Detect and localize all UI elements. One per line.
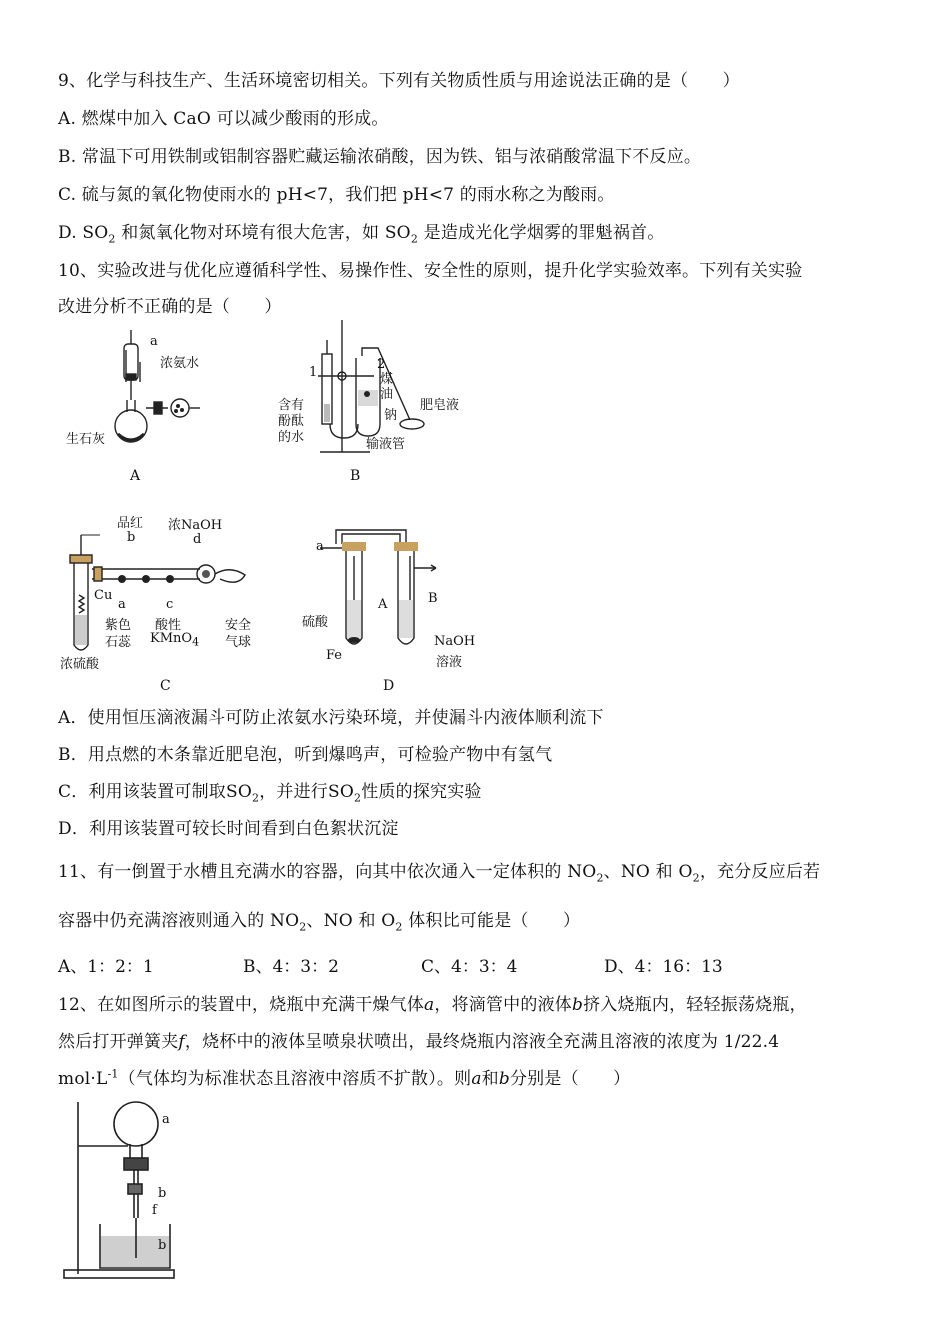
figd-caption: D: [383, 678, 395, 694]
figa-caption: A: [130, 468, 141, 484]
figc-label-kmno1: 酸性: [155, 618, 182, 633]
q12-stem-line3: $mol\cdot L^{-1}$（气体均为标准状态且溶液中溶质不扩散）。则a和b分别是（ ）: [58, 1067, 631, 1089]
figure-q12-fountain-apparatus: [60, 1098, 190, 1284]
q10-stem-line1: 10、实验改进与优化应遵循科学性、易操作性、安全性的原则，提升化学实验效率。下列有关实验: [58, 261, 803, 281]
figd-label-a: a: [316, 539, 324, 554]
figc-label-litmus2: 石蕊: [105, 635, 132, 650]
q12-stem-line2: 然后打开弹簧夹f，烧杯中的液体呈喷泉状喷出，最终烧瓶内溶液全充满且溶液的浓度为 1/22.4: [58, 1032, 780, 1052]
figd-label-tube-b: B: [428, 591, 438, 606]
q10-option-b: B．用点燃的木条靠近肥皂泡，听到爆鸣声，可检验产物中有氢气: [58, 745, 553, 765]
figd-label-naoh2: 溶液: [436, 655, 463, 670]
figb-label-1: 1: [309, 365, 318, 380]
q9-option-b: B. 常温下可用铁制或铝制容器贮藏运输浓硝酸，因为铁、铝与浓硝酸常温下不反应。: [58, 147, 702, 167]
figa-label-a: a: [150, 334, 158, 349]
figc-label-d: d: [193, 532, 202, 547]
figa-label-ammonia: 浓氨水: [160, 356, 200, 371]
q11-option-b: B、4：3：2: [243, 957, 339, 977]
q11-option-d: D、4：16：13: [604, 957, 723, 977]
q11-stem-line2: 容器中仍充满溶液则通入的 $NO_2$、NO 和 $O_2$ 体积比可能是（ ）: [58, 911, 581, 934]
q9-option-a: A. 燃煤中加入 CaO 可以减少酸雨的形成。: [58, 109, 389, 129]
q11-option-a: A、1：2：1: [58, 957, 154, 977]
figc-label-acid: 浓硫酸: [60, 657, 100, 672]
figc-caption: C: [160, 678, 171, 694]
q11-stem-line1: 11、有一倒置于水槽且充满水的容器，向其中依次通入一定体积的 $NO_2$、NO 和 $O_2$，充分反应后若: [58, 862, 821, 885]
figc-label-a: a: [118, 597, 126, 612]
figb-label-water1: 含有: [278, 398, 305, 413]
q9-option-c: C. 硫与氮的氧化物使雨水的 pH<7，我们把 pH<7 的雨水称之为酸雨。: [58, 185, 615, 205]
q10-option-d: D．利用该装置可较长时间看到白色絮状沉淀: [58, 819, 399, 839]
figc-label-pinhong: 品红: [117, 516, 144, 531]
q12fig-label-f: f: [152, 1203, 157, 1218]
q10-option-c: C．利用该装置可制取$SO_2$，并进行$SO_2$性质的探究实验: [58, 782, 482, 805]
figc-label-kmno2: KMnO$_4$: [150, 631, 200, 649]
figc-label-c: c: [166, 597, 174, 612]
q10-stem-line2: 改进分析不正确的是（ ）: [58, 297, 282, 317]
figc-label-balloon2: 气球: [225, 635, 252, 650]
figd-label-fe: Fe: [326, 648, 343, 663]
figb-label-water3: 的水: [278, 430, 305, 445]
q12-stem-line1: 12、在如图所示的装置中，烧瓶中充满干燥气体a，将滴管中的液体b挤入烧瓶内，轻轻振荡烧瓶，: [58, 995, 807, 1015]
figb-caption: B: [350, 468, 361, 484]
q12fig-label-b2: b: [158, 1238, 167, 1253]
figb-label-water2: 酚酞: [278, 414, 305, 429]
q9-stem: 9、化学与科技生产、生活环境密切相关。下列有关物质性质与用途说法正确的是（ ）: [58, 71, 740, 91]
figb-label-kerosene: 煤 油: [380, 372, 394, 402]
q12fig-label-b: b: [158, 1186, 167, 1201]
figb-label-2: 2: [377, 357, 386, 372]
figb-label-sodium: 钠: [384, 408, 398, 423]
figd-label-tube-a: A: [378, 597, 388, 612]
figc-label-litmus1: 紫色: [105, 618, 132, 633]
figb-label-tube: 输液管: [366, 437, 406, 452]
figc-label-b: b: [127, 530, 136, 545]
q9-option-d: D. $SO_2$ 和氮氧化物对环境有很大危害，如 $SO_2$ 是造成光化学烟雾的罪魁祸首。: [58, 223, 665, 246]
figd-label-naoh1: NaOH: [434, 634, 476, 649]
figd-label-acid: 硫酸: [302, 615, 329, 630]
figc-label-balloon1: 安全: [225, 618, 252, 633]
q10-option-a: A．使用恒压滴液漏斗可防止浓氨水污染环境，并使漏斗内液体顺利流下: [58, 708, 604, 728]
figc-label-naoh: 浓NaOH: [168, 518, 223, 533]
figc-label-cu: Cu: [94, 588, 113, 603]
q11-option-c: C、4：3：4: [421, 957, 518, 977]
figa-label-lime: 生石灰: [66, 432, 106, 447]
q12fig-label-a: a: [162, 1112, 170, 1127]
figb-label-soap: 肥皂液: [420, 398, 460, 413]
